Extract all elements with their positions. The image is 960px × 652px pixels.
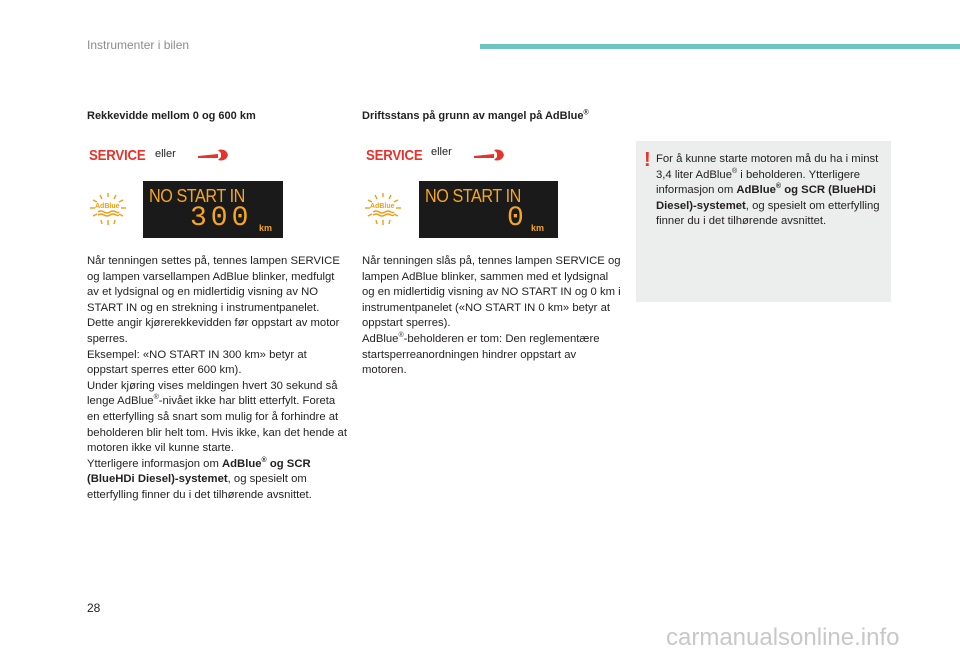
exclamation-icon: ! (644, 149, 651, 171)
wrench-icon (196, 146, 230, 164)
left-paragraph-1: Når tenningen settes på, tennes lampen SERVICE og lampen varsellampen AdBlue blinker, medfulgt av et lydsignal og en midlertidig visning av NO START IN og en strekning i instrumentpanelet. Dette angir kjørerekkevidden før oppstart av motor sperres. (87, 255, 340, 345)
middle-body-text (362, 254, 622, 379)
left-heading: Rekkevidde mellom 0 og 600 km (87, 110, 256, 122)
header-accent-bar (480, 44, 960, 49)
service-warning-lamp: SERVICE (366, 147, 423, 164)
middle-heading: Driftsstans på grunn av mangel på AdBlue® (362, 109, 589, 122)
warning-text: For å kunne starte motoren må du ha i minst 3,4 liter AdBlue® i beholderen. Ytterligere informasjon om AdBlue® og SCR (BlueHDi Diesel)-systemet, og spesielt om etterfylling finner du i det tilhørende avsnittet. (656, 153, 880, 228)
page-section-title: Instrumenter i bilen (87, 38, 190, 52)
left-paragraph-3: Under kjøring vises meldingen hvert 30 sekund så lenge AdBlue®-nivået ikke har blitt etterfylt. Foreta en etterfylling så snart som mulig for å forhindre at beholderen blir helt tom. Hvis ikke, kan det hende at motoren ikke vil kunne starte. (87, 379, 347, 455)
or-label: eller (155, 148, 176, 160)
instrument-display-300 (143, 181, 283, 238)
watermark: carmanualsonline.info (666, 624, 900, 651)
display-value: 0 (507, 203, 528, 234)
display-title: NO START IN (149, 186, 245, 206)
or-label: eller (431, 146, 452, 158)
page-number: 28 (87, 601, 101, 615)
adblue-icon-label: AdBlue (95, 203, 120, 210)
left-paragraph-4: Ytterligere informasjon om AdBlue® og SCR (BlueHDi Diesel)-systemet, og spesielt om etterfylling finner du i det tilhørende avsnittet. (87, 456, 312, 501)
middle-paragraph-1: Når tenningen slås på, tennes lampen SERVICE og lampen AdBlue blinker, sammen med et lydsignal og en midlertidig visning av NO START IN og 0 km i instrumentpanelet («NO START IN 0 km» betyr at oppstart sperres). (362, 255, 621, 330)
middle-paragraph-2: AdBlue®-beholderen er tom: Den reglementære startsperreanordningen hindrer oppstart av motoren. (362, 332, 600, 377)
left-paragraph-2: Eksempel: «NO START IN 300 km» betyr at oppstart sperres etter 600 km). (87, 348, 307, 377)
instrument-display-0 (419, 181, 558, 238)
service-warning-lamp: SERVICE (89, 147, 146, 164)
display-unit: km (531, 223, 545, 233)
left-body-text (87, 254, 347, 504)
display-title: NO START IN (425, 186, 521, 206)
wrench-icon (472, 146, 506, 164)
display-value: 300 (190, 203, 253, 234)
display-unit: km (259, 223, 273, 233)
adblue-icon-label: AdBlue (370, 203, 395, 210)
